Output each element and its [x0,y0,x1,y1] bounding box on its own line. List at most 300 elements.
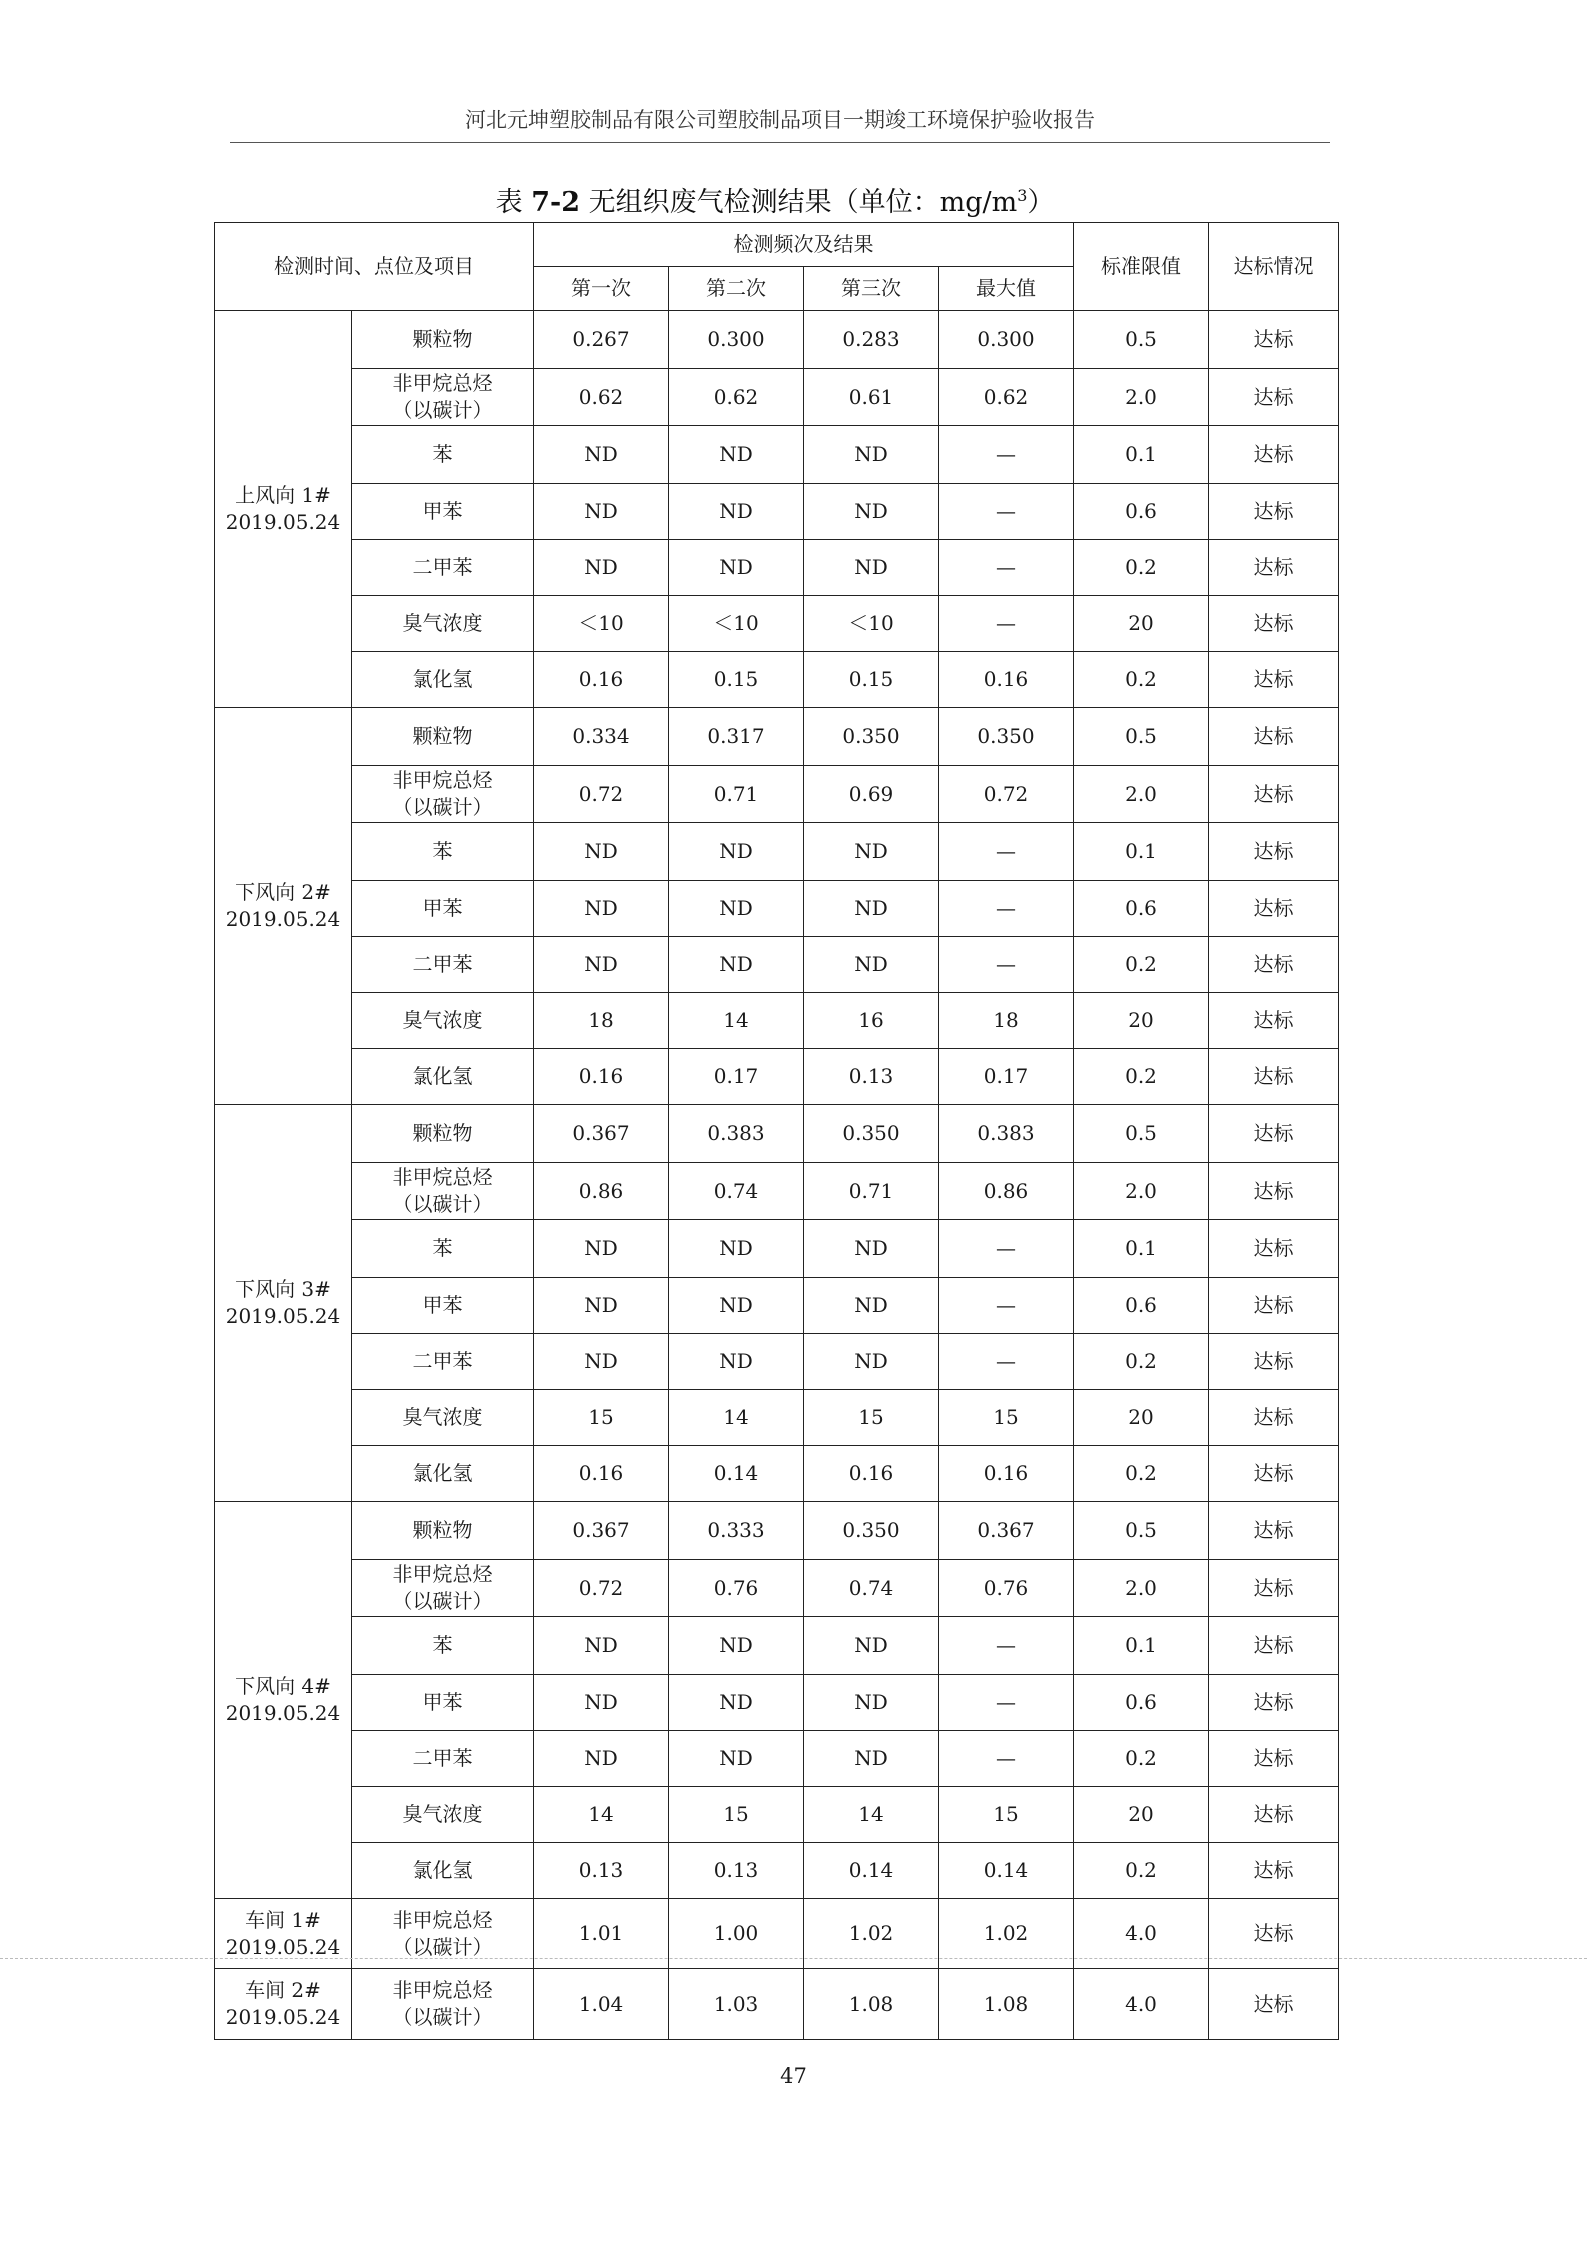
first-value-cell: 0.72 [534,1560,669,1617]
item-cell [352,1163,534,1220]
header-freq: 检测频次及结果 [534,223,1074,267]
limit-value-cell: 20 [1074,1390,1209,1446]
third-value-cell: 1.02 [804,1899,939,1969]
point-cell [215,1105,352,1502]
max-value-cell: 0.16 [939,1446,1074,1502]
third-value-cell: ND [804,1731,939,1787]
first-value-cell: 0.267 [534,311,669,369]
second-value-cell: ND [669,540,804,596]
point-cell [215,311,352,708]
point-name: 车间 2# [245,1978,321,2002]
limit-value-cell: 0.2 [1074,937,1209,993]
limit-value-cell: 0.1 [1074,426,1209,484]
table-row [215,1787,1339,1843]
first-value-cell: 0.334 [534,708,669,766]
status-value-cell: 达标 [1209,1969,1339,2040]
third-value-cell: ND [804,1675,939,1731]
third-value-cell: ND [804,881,939,937]
first-value-cell: 1.04 [534,1969,669,2040]
table-row [215,1617,1339,1675]
item-label: 臭气浓度 [402,1008,483,1032]
limit-value-cell: 20 [1074,596,1209,652]
second-value-cell: ND [669,1617,804,1675]
third-value-cell: ND [804,1220,939,1278]
item-cell [352,1787,534,1843]
table-row [215,1446,1339,1502]
second-value-cell: 15 [669,1787,804,1843]
status-value-cell: 达标 [1209,823,1339,881]
item-cell [352,1278,534,1334]
title-sup: 3 [1017,186,1028,205]
max-value-cell: — [939,1278,1074,1334]
table-row [215,1560,1339,1617]
limit-value-cell: 0.1 [1074,1220,1209,1278]
third-value-cell: 0.350 [804,708,939,766]
limit-value-cell: 4.0 [1074,1899,1209,1969]
point-name: 下风向 3# [235,1277,331,1301]
item-label: 非甲烷总烃 [392,768,493,792]
third-value-cell: 15 [804,1390,939,1446]
point-date: 2019.05.24 [225,1701,341,1725]
max-value-cell: 0.367 [939,1502,1074,1560]
item-label: 苯 [432,442,453,466]
second-value-cell: 14 [669,993,804,1049]
item-cell [352,1617,534,1675]
third-value-cell: 0.71 [804,1163,939,1220]
item-cell [352,993,534,1049]
max-value-cell: 1.02 [939,1899,1074,1969]
max-value-cell: — [939,540,1074,596]
item-label: 颗粒物 [412,1518,473,1542]
header-third: 第三次 [804,267,939,311]
limit-value-cell: 0.1 [1074,823,1209,881]
first-value-cell: 0.367 [534,1502,669,1560]
second-value-cell: 0.13 [669,1843,804,1899]
item-label: 颗粒物 [412,1121,473,1145]
table-row [215,881,1339,937]
item-label: 氯化氢 [412,1461,473,1485]
item-cell [352,1560,534,1617]
limit-value-cell: 20 [1074,993,1209,1049]
first-value-cell: ND [534,937,669,993]
limit-value-cell: 0.5 [1074,1502,1209,1560]
max-value-cell: — [939,1675,1074,1731]
first-value-cell: 1.01 [534,1899,669,1969]
item-cell [352,652,534,708]
third-value-cell: 0.13 [804,1049,939,1105]
second-value-cell: 0.62 [669,369,804,426]
first-value-cell: 0.62 [534,369,669,426]
point-date: 2019.05.24 [225,1304,341,1328]
table-row [215,369,1339,426]
header-item: 检测时间、点位及项目 [215,223,534,311]
limit-value-cell: 0.2 [1074,540,1209,596]
max-value-cell: — [939,484,1074,540]
limit-value-cell: 2.0 [1074,1560,1209,1617]
table-body [215,311,1339,2040]
item-cell [352,484,534,540]
item-cell [352,708,534,766]
status-value-cell: 达标 [1209,311,1339,369]
limit-value-cell: 0.5 [1074,311,1209,369]
item-label: 氯化氢 [412,1858,473,1882]
status-value-cell: 达标 [1209,540,1339,596]
header-status: 达标情况 [1209,223,1339,311]
second-value-cell: 0.74 [669,1163,804,1220]
item-cell [352,1390,534,1446]
first-value-cell: 0.16 [534,652,669,708]
second-value-cell: ND [669,937,804,993]
item-label: （以碳计） [392,1934,493,1959]
item-label: 臭气浓度 [402,611,483,635]
status-value-cell: 达标 [1209,766,1339,823]
item-cell [352,1969,534,2040]
second-value-cell: ND [669,881,804,937]
first-value-cell: ND [534,1278,669,1334]
third-value-cell: ND [804,1334,939,1390]
status-value-cell: 达标 [1209,484,1339,540]
item-label: 非甲烷总烃 [392,1907,493,1932]
first-value-cell: 0.16 [534,1446,669,1502]
item-label: 甲苯 [422,1293,463,1317]
status-value-cell: 达标 [1209,1390,1339,1446]
first-value-cell: ND [534,823,669,881]
limit-value-cell: 0.2 [1074,1731,1209,1787]
limit-value-cell: 0.6 [1074,1278,1209,1334]
item-label: 甲苯 [422,896,463,920]
table-row [215,652,1339,708]
table-row [215,937,1339,993]
max-value-cell: 0.72 [939,766,1074,823]
status-value-cell: 达标 [1209,881,1339,937]
table-row [215,484,1339,540]
third-value-cell: ND [804,540,939,596]
item-label: （以碳计） [392,1192,493,1216]
max-value-cell: — [939,1334,1074,1390]
point-name: 上风向 1# [235,483,331,507]
table-row [215,1843,1339,1899]
table-row [215,1163,1339,1220]
table-row [215,1220,1339,1278]
item-label: 臭气浓度 [402,1802,483,1826]
table-row [215,1969,1339,2040]
limit-value-cell: 0.2 [1074,652,1209,708]
item-cell [352,426,534,484]
limit-value-cell: 20 [1074,1787,1209,1843]
title-name: 无组织废气检测结果（单位：mg/m [588,187,1018,218]
second-value-cell: ND [669,1675,804,1731]
limit-value-cell: 2.0 [1074,766,1209,823]
max-value-cell: 0.16 [939,652,1074,708]
limit-value-cell: 0.6 [1074,881,1209,937]
second-value-cell: 14 [669,1390,804,1446]
item-cell [352,1675,534,1731]
limit-value-cell: 0.6 [1074,1675,1209,1731]
first-value-cell: ND [534,1617,669,1675]
third-value-cell: 0.350 [804,1105,939,1163]
third-value-cell: 0.15 [804,652,939,708]
item-label: （以碳计） [392,795,493,819]
second-value-cell: ND [669,1731,804,1787]
table-row [215,540,1339,596]
max-value-cell: — [939,1731,1074,1787]
item-label: 二甲苯 [412,952,473,976]
table-row [215,1334,1339,1390]
status-value-cell: 达标 [1209,1278,1339,1334]
table-row [215,1049,1339,1105]
item-label: （以碳计） [392,398,493,422]
limit-value-cell: 0.2 [1074,1334,1209,1390]
max-value-cell: — [939,426,1074,484]
status-value-cell: 达标 [1209,596,1339,652]
max-value-cell: 0.300 [939,311,1074,369]
page-header [230,96,1330,143]
first-value-cell: ND [534,484,669,540]
results-table [214,222,1339,2040]
third-value-cell: 1.08 [804,1969,939,2040]
status-value-cell: 达标 [1209,1617,1339,1675]
max-value-cell: 15 [939,1787,1074,1843]
status-value-cell: 达标 [1209,1787,1339,1843]
item-cell [352,1502,534,1560]
first-value-cell: ND [534,1675,669,1731]
item-label: 臭气浓度 [402,1405,483,1429]
third-value-cell: 14 [804,1787,939,1843]
third-value-cell: ND [804,1617,939,1675]
max-value-cell: — [939,937,1074,993]
title-prefix: 表 [495,187,523,218]
first-value-cell: 0.72 [534,766,669,823]
point-date: 2019.05.24 [225,2005,341,2029]
max-value-cell: 0.383 [939,1105,1074,1163]
status-value-cell: 达标 [1209,708,1339,766]
header-first: 第一次 [534,267,669,311]
status-value-cell: 达标 [1209,1843,1339,1899]
point-date: 2019.05.24 [225,907,341,931]
item-cell [352,1105,534,1163]
table-row [215,1731,1339,1787]
limit-value-cell: 2.0 [1074,1163,1209,1220]
header-text: 河北元坤塑胶制品有限公司塑胶制品项目一期竣工环境保护验收报告 [465,108,1095,132]
third-value-cell: 0.283 [804,311,939,369]
item-label: 氯化氢 [412,1064,473,1088]
table-row [215,1390,1339,1446]
limit-value-cell: 0.5 [1074,1105,1209,1163]
third-value-cell: 16 [804,993,939,1049]
second-value-cell: ＜10 [669,596,804,652]
second-value-cell: 0.76 [669,1560,804,1617]
table-row [215,708,1339,766]
third-value-cell: ＜10 [804,596,939,652]
status-value-cell: 达标 [1209,1220,1339,1278]
first-value-cell: 0.16 [534,1049,669,1105]
second-value-cell: ND [669,1220,804,1278]
item-cell [352,823,534,881]
max-value-cell: — [939,823,1074,881]
second-value-cell: 1.00 [669,1899,804,1969]
second-value-cell: 0.383 [669,1105,804,1163]
second-value-cell: ND [669,484,804,540]
item-cell [352,1334,534,1390]
status-value-cell: 达标 [1209,937,1339,993]
item-label: 氯化氢 [412,667,473,691]
first-value-cell: ND [534,1731,669,1787]
point-name: 下风向 2# [235,880,331,904]
status-value-cell: 达标 [1209,993,1339,1049]
first-value-cell: ND [534,1220,669,1278]
max-value-cell: 0.62 [939,369,1074,426]
first-value-cell: ＜10 [534,596,669,652]
table-row [215,1502,1339,1560]
status-value-cell: 达标 [1209,1502,1339,1560]
first-value-cell: 0.13 [534,1843,669,1899]
item-label: 甲苯 [422,1690,463,1714]
item-label: 二甲苯 [412,1349,473,1373]
limit-value-cell: 2.0 [1074,369,1209,426]
first-value-cell: ND [534,540,669,596]
item-cell [352,1049,534,1105]
item-cell [352,596,534,652]
status-value-cell: 达标 [1209,426,1339,484]
table-row [215,1105,1339,1163]
status-value-cell: 达标 [1209,369,1339,426]
first-value-cell: 18 [534,993,669,1049]
max-value-cell: — [939,881,1074,937]
point-name: 下风向 4# [235,1674,331,1698]
first-value-cell: 15 [534,1390,669,1446]
first-value-cell: 0.367 [534,1105,669,1163]
item-label: 非甲烷总烃 [392,1562,493,1586]
point-cell [215,1502,352,1899]
item-label: 颗粒物 [412,327,473,351]
status-value-cell: 达标 [1209,652,1339,708]
max-value-cell: 18 [939,993,1074,1049]
status-value-cell: 达标 [1209,1105,1339,1163]
table-row [215,993,1339,1049]
status-value-cell: 达标 [1209,1446,1339,1502]
third-value-cell: 0.74 [804,1560,939,1617]
item-label: 非甲烷总烃 [392,371,493,395]
second-value-cell: ND [669,426,804,484]
second-value-cell: 0.17 [669,1049,804,1105]
point-date: 2019.05.24 [225,1934,341,1959]
third-value-cell: ND [804,426,939,484]
table-row [215,1278,1339,1334]
limit-value-cell: 4.0 [1074,1969,1209,2040]
header-second: 第二次 [669,267,804,311]
title-number: 7-2 [531,187,580,218]
status-value-cell: 达标 [1209,1163,1339,1220]
first-value-cell: ND [534,426,669,484]
table-row [215,1675,1339,1731]
limit-value-cell: 0.2 [1074,1049,1209,1105]
limit-value-cell: 0.2 [1074,1446,1209,1502]
item-cell [352,1843,534,1899]
point-cell [215,708,352,1105]
table-row [215,766,1339,823]
first-value-cell: ND [534,1334,669,1390]
third-value-cell: ND [804,1278,939,1334]
page-number: 47 [780,2064,807,2088]
second-value-cell: ND [669,1278,804,1334]
item-cell [352,369,534,426]
third-value-cell: ND [804,484,939,540]
item-label: （以碳计） [392,1589,493,1613]
status-value-cell: 达标 [1209,1675,1339,1731]
item-label: 颗粒物 [412,724,473,748]
max-value-cell: 15 [939,1390,1074,1446]
title-suffix: ） [1027,187,1055,218]
first-value-cell: 14 [534,1787,669,1843]
header-limit: 标准限值 [1074,223,1209,311]
max-value-cell: 0.14 [939,1843,1074,1899]
status-value-cell: 达标 [1209,1334,1339,1390]
first-value-cell: 0.86 [534,1163,669,1220]
item-cell [352,540,534,596]
max-value-cell: — [939,596,1074,652]
max-value-cell: 0.17 [939,1049,1074,1105]
third-value-cell: 0.69 [804,766,939,823]
third-value-cell: 0.350 [804,1502,939,1560]
item-cell [352,1220,534,1278]
point-name: 车间 1# [245,1907,321,1932]
status-value-cell: 达标 [1209,1049,1339,1105]
item-cell [352,881,534,937]
item-label: 苯 [432,1633,453,1657]
third-value-cell: 0.14 [804,1843,939,1899]
limit-value-cell: 0.1 [1074,1617,1209,1675]
table-row [215,311,1339,369]
second-value-cell: 0.15 [669,652,804,708]
max-value-cell: 0.76 [939,1560,1074,1617]
max-value-cell: 0.350 [939,708,1074,766]
max-value-cell: 0.86 [939,1163,1074,1220]
third-value-cell: 0.16 [804,1446,939,1502]
max-value-cell: 1.08 [939,1969,1074,2040]
item-label: （以碳计） [392,2005,493,2029]
item-cell [352,1731,534,1787]
max-value-cell: — [939,1220,1074,1278]
table-row [215,596,1339,652]
first-value-cell: ND [534,881,669,937]
third-value-cell: 0.61 [804,369,939,426]
item-cell [352,1446,534,1502]
third-value-cell: ND [804,937,939,993]
table-title [200,180,1350,219]
second-value-cell: 0.71 [669,766,804,823]
item-cell [352,311,534,369]
item-label: 甲苯 [422,499,463,523]
limit-value-cell: 0.5 [1074,708,1209,766]
limit-value-cell: 0.6 [1074,484,1209,540]
table-row [215,426,1339,484]
status-value-cell: 达标 [1209,1899,1339,1969]
item-label: 二甲苯 [412,1746,473,1770]
third-value-cell: ND [804,823,939,881]
point-cell [215,1969,352,2040]
item-label: 苯 [432,1236,453,1260]
max-value-cell: — [939,1617,1074,1675]
second-value-cell: 0.333 [669,1502,804,1560]
status-value-cell: 达标 [1209,1560,1339,1617]
item-label: 非甲烷总烃 [392,1978,493,2002]
table-row [215,823,1339,881]
second-value-cell: 0.300 [669,311,804,369]
item-cell [352,937,534,993]
item-label: 非甲烷总烃 [392,1165,493,1189]
second-value-cell: 1.03 [669,1969,804,2040]
second-value-cell: ND [669,1334,804,1390]
